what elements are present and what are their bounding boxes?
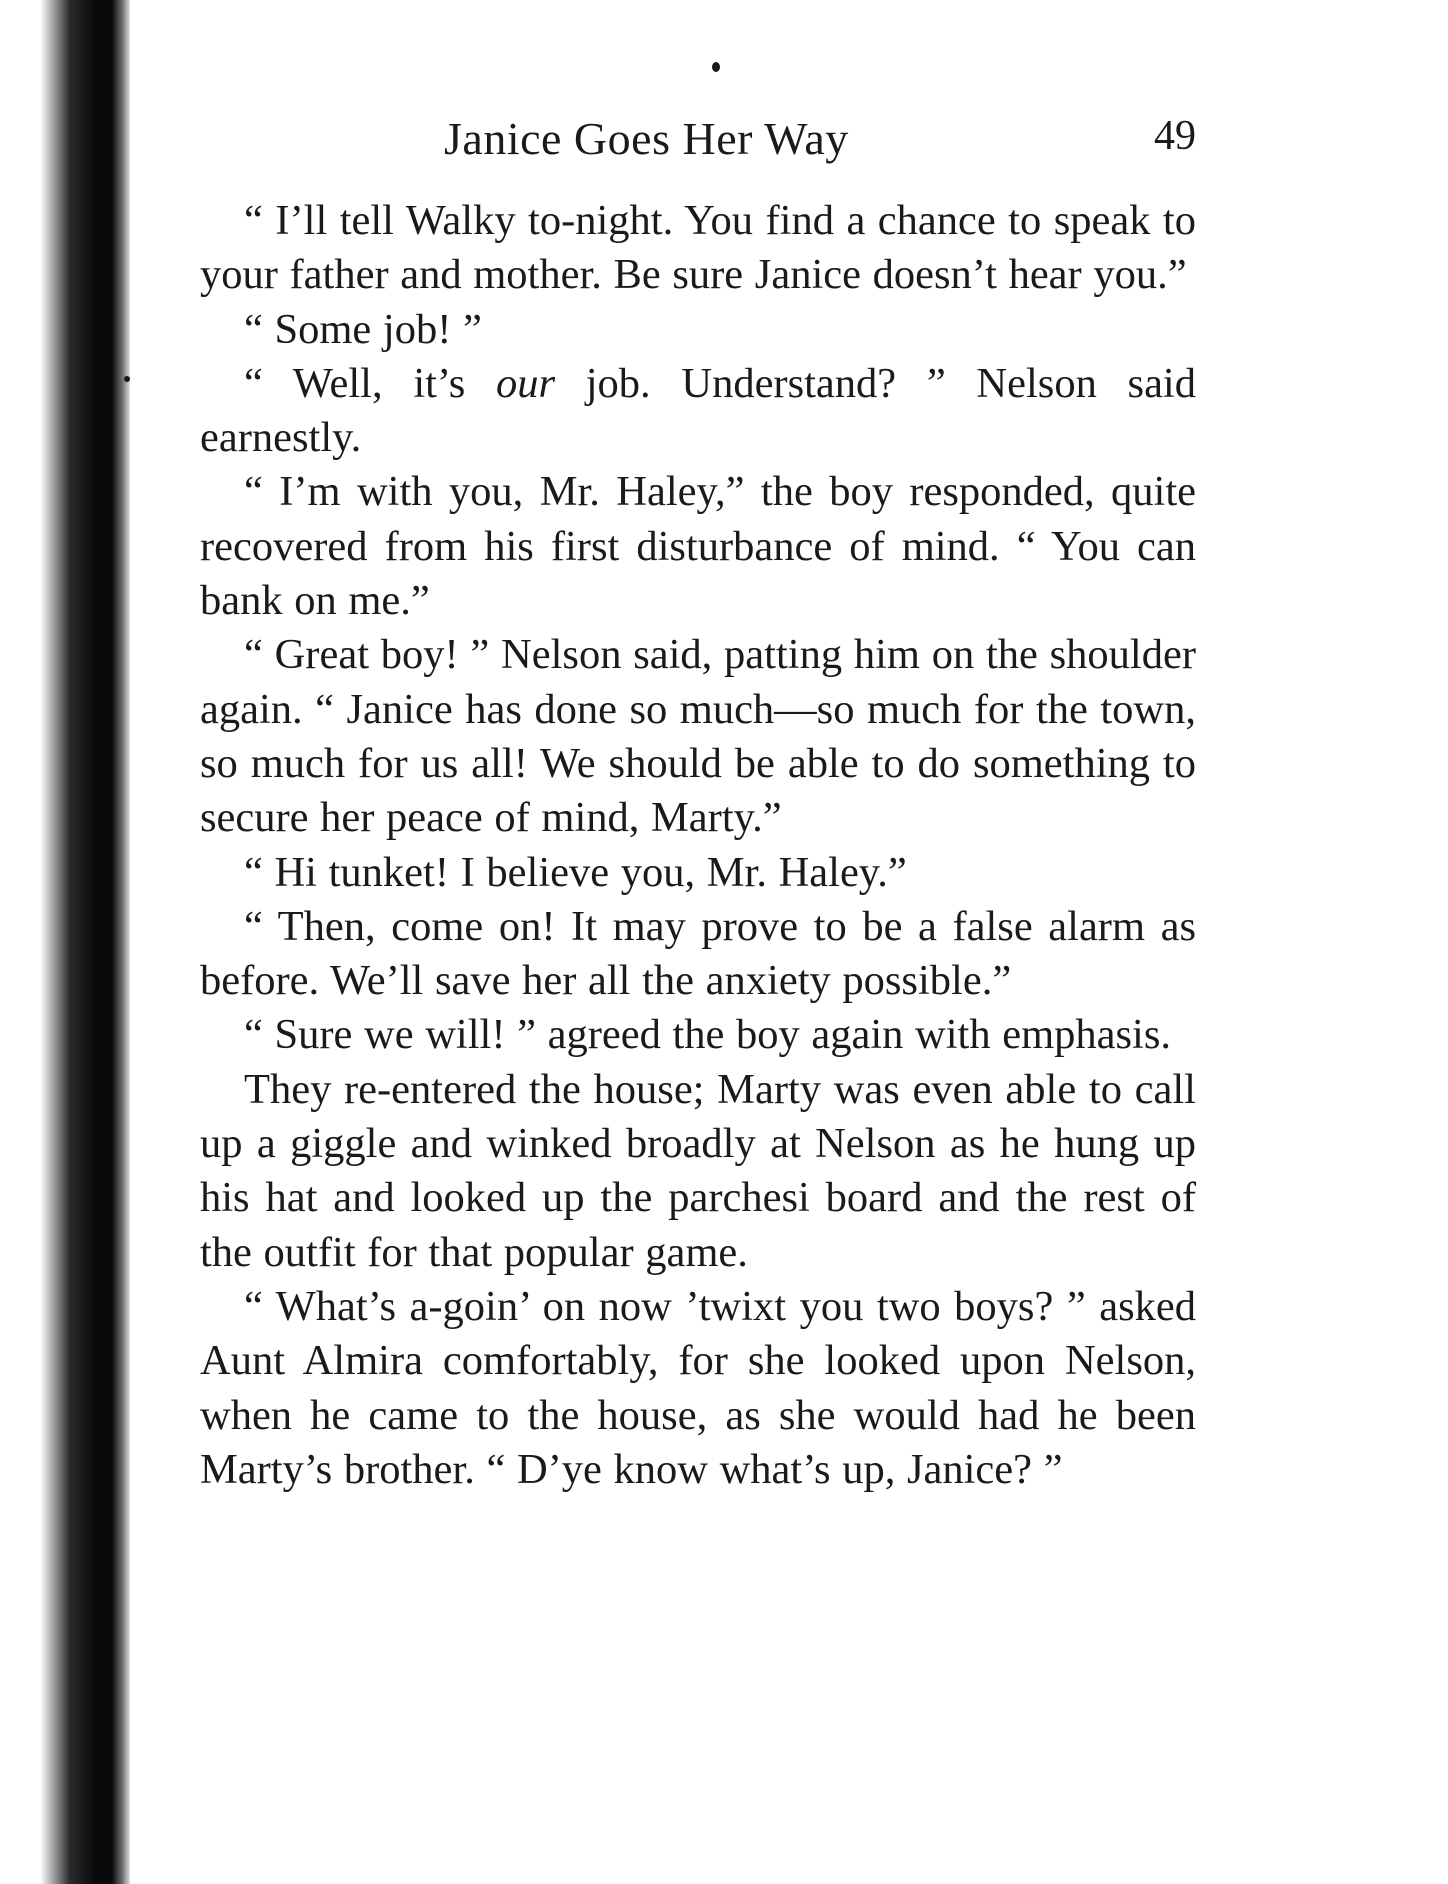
running-header <box>200 112 1196 172</box>
paragraph: “ Some job! ” <box>244 305 482 353</box>
paragraph: They re-entered the house; Marty was even able to call up a giggle and winked broadly at Nelson as he hung up his hat and looked up the parchesi board and the rest of the outfit for that popular game. <box>200 1065 1196 1276</box>
page-binding-shadow <box>0 0 130 1884</box>
paragraph: “ Then, come on! It may prove to be a false alarm as before. We’ll save her all the anxiety possible.” <box>200 902 1196 1005</box>
emphasized-word: our <box>495 359 556 407</box>
paragraph-text: job. Understand? ” Nelson said earnestly. <box>200 359 1196 462</box>
paragraph: “ What’s a-goin’ on now ’twixt you two boys? ” asked Aunt Almira comfortably, for she looked upon Nelson, when he came to the house, as she would had he been Marty’s brother. “ D’ye know what’s up, Janice? ” <box>200 1282 1196 1493</box>
paragraph: “ Sure we will! ” agreed the boy again with emphasis. <box>244 1011 1172 1059</box>
paragraph: “ Great boy! ” Nelson said, patting him on the shoulder again. “ Janice has done so much—so much for the town, so much for us all! We should be able to do something to secure her peace of mind, Marty.” <box>200 631 1196 842</box>
paragraph: “ I’m with you, Mr. Haley,” the boy responded, quite recovered from his first disturbance of mind. “ You can bank on me.” <box>200 468 1196 625</box>
paragraph-text: “ Well, it’s <box>244 359 496 407</box>
paragraph <box>200 357 1196 466</box>
ink-speck <box>124 376 130 382</box>
running-title: Janice Goes Her Way <box>444 113 849 164</box>
paragraph: “ I’ll tell Walky to-night. You find a chance to speak to your father and mother. Be sure Janice doesn’t hear you.” <box>200 197 1196 299</box>
page-body <box>200 194 1196 1497</box>
ink-speck <box>712 62 720 72</box>
page-number: 49 <box>1154 113 1196 159</box>
paragraph: “ Hi tunket! I believe you, Mr. Haley.” <box>244 848 907 896</box>
